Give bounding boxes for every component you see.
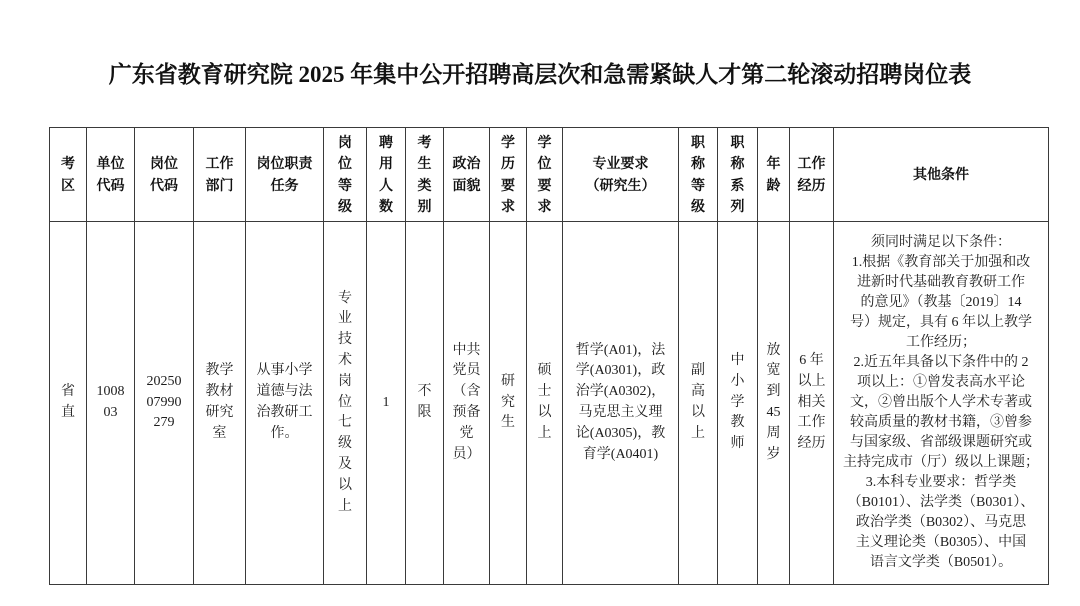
header-label-line: 级 — [691, 198, 705, 214]
header-label-line: 学 — [501, 133, 515, 150]
cell-title-level-text — [679, 361, 717, 444]
cell-exam-area-text — [50, 382, 86, 424]
cell-text-line: 上 — [691, 425, 705, 441]
cell-text-line: 1.根据《教育部关于加强和改 — [851, 255, 1031, 270]
header-post-level — [324, 128, 367, 222]
cell-text-line: 2.近五年具备以下条件中的 2 — [853, 355, 1029, 370]
header-label-line: 生 — [417, 155, 432, 171]
cell-text-line: 七 — [338, 415, 352, 431]
cell-candidate-type-text — [406, 382, 443, 424]
cell-post-level-text — [324, 289, 366, 518]
cell-education — [490, 222, 527, 585]
header-label-line: 位 — [338, 155, 352, 171]
header-label-line: 工作 — [205, 155, 234, 171]
cell-text-line: 限 — [417, 405, 432, 420]
cell-duties — [246, 222, 324, 585]
cell-text-line: 3.本科专业要求：哲学类 — [865, 475, 1017, 490]
header-exam-area — [50, 128, 87, 222]
header-label-line: 经历 — [797, 176, 826, 193]
cell-education-text — [490, 372, 526, 434]
cell-text-line: 哲学(A01)，法 — [575, 342, 666, 358]
cell-text-line: 教学 — [205, 363, 234, 379]
header-label-line: 列 — [730, 198, 745, 214]
header-other-conditions — [834, 128, 1049, 222]
cell-text-line: 级 — [338, 436, 352, 452]
cell-text-line: 道德与法 — [256, 384, 313, 400]
cell-text-line: 员） — [452, 446, 481, 462]
header-age-label — [758, 153, 789, 196]
cell-text-line: 文，②曾出版个人学术专著或 — [850, 395, 1032, 410]
cell-text-line: 经历 — [797, 436, 826, 452]
header-title-level-label — [679, 132, 717, 218]
header-label-line: 级 — [338, 198, 352, 214]
cell-text-line: 中 — [730, 353, 745, 368]
cell-text-line: 03 — [103, 405, 118, 420]
header-education — [490, 128, 527, 222]
header-label-line: 称 — [730, 155, 745, 171]
cell-text-line: 主义理论类（B0305）、中国 — [855, 535, 1027, 550]
cell-text-line: 士 — [537, 384, 552, 400]
cell-text-line: 以上 — [797, 373, 826, 389]
cell-text-line: 研 — [501, 373, 515, 389]
header-label-line: 考 — [61, 155, 75, 171]
cell-text-line: 上 — [338, 498, 352, 514]
header-post-code — [135, 128, 194, 222]
cell-text-line: 政治学类（B0302）、马克思 — [855, 515, 1027, 530]
header-label-line: 称 — [691, 155, 705, 171]
cell-political-status-text — [444, 341, 489, 466]
cell-text-line: 45 — [766, 405, 781, 420]
cell-unit-code-text — [87, 382, 134, 424]
cell-unit-code — [87, 222, 135, 585]
cell-text-line: 论(A0305)，教 — [575, 425, 666, 441]
cell-experience-text — [790, 351, 833, 455]
header-label-line: 工作 — [797, 155, 826, 171]
cell-text-line: 及 — [338, 456, 352, 472]
header-post-code-label — [135, 153, 193, 196]
cell-text-line: 以 — [338, 477, 352, 493]
cell-text-line: 到 — [766, 384, 781, 400]
cell-major — [563, 222, 679, 585]
header-label-line: 政治 — [452, 155, 481, 171]
cell-age-text — [758, 341, 789, 466]
cell-text-line: 20250 — [146, 373, 182, 389]
cell-text-line: 放 — [766, 342, 781, 358]
header-political-status-label — [444, 153, 489, 196]
header-age — [758, 128, 790, 222]
cell-text-line: 位 — [338, 394, 352, 410]
cell-text-line: 与国家级、省部级课题研究或 — [850, 435, 1032, 450]
header-label-line: 等 — [691, 176, 705, 193]
cell-text-line: 育学(A0401) — [582, 446, 659, 462]
header-label-line: 代码 — [150, 176, 178, 193]
cell-department-text — [194, 361, 245, 444]
cell-major-text — [563, 341, 678, 466]
cell-degree-text — [527, 361, 562, 444]
cell-text-line: 号）规定，具有 6 年以上教学 — [850, 315, 1032, 330]
header-post-level-label — [324, 132, 366, 218]
header-label-line: （研究生） — [585, 176, 656, 193]
header-label-line: 要 — [501, 176, 515, 193]
header-education-label — [490, 132, 526, 218]
header-label-line: 年 — [766, 155, 781, 171]
header-label-line: 岗 — [338, 133, 352, 150]
cell-text-line: 须同时满足以下条件： — [871, 235, 1011, 250]
cell-text-line: 主持完成市（厅）级以上课题； — [843, 455, 1039, 470]
header-candidate-type — [406, 128, 444, 222]
cell-text-line: 技 — [338, 332, 352, 348]
cell-text-line: 教材 — [205, 384, 234, 400]
cell-text-line: 语言文学类（B0501）。 — [869, 555, 1013, 570]
header-department — [194, 128, 246, 222]
header-label-line: 考 — [417, 133, 432, 150]
table-row — [50, 222, 1049, 585]
cell-text-line: 岁 — [766, 446, 781, 462]
header-label-line: 聘 — [379, 133, 393, 150]
header-label-line: 职 — [730, 133, 745, 150]
header-political-status — [444, 128, 490, 222]
header-title-series-label — [718, 132, 757, 218]
header-label-line: 等 — [338, 176, 352, 193]
cell-text-line: 专 — [338, 290, 352, 306]
cell-text-line: 术 — [338, 353, 352, 368]
cell-text-line: 硕 — [537, 363, 552, 379]
cell-text-line: 作。 — [270, 425, 299, 441]
cell-text-line: 副 — [691, 363, 705, 379]
header-row — [50, 128, 1049, 222]
cell-text-line: 进新时代基础教育教研工作 — [857, 275, 1025, 290]
cell-experience — [790, 222, 834, 585]
cell-text-line: 工作 — [797, 415, 826, 431]
header-label-line: 代码 — [96, 176, 125, 193]
cell-text-line: 业 — [338, 311, 352, 327]
cell-post-code — [135, 222, 194, 585]
header-unit-code-label — [87, 153, 134, 196]
cell-text-line: 相关 — [797, 394, 826, 410]
cell-text-line: 以 — [537, 405, 552, 420]
cell-title-series-text — [718, 351, 757, 455]
header-degree-label — [527, 132, 562, 218]
cell-hire-count — [367, 222, 406, 585]
cell-text-line: 师 — [730, 436, 745, 452]
header-experience-label — [790, 153, 833, 196]
cell-text-line: 岗 — [338, 373, 352, 389]
header-label-line: 专业要求 — [592, 155, 649, 171]
cell-text-line: 党 — [459, 425, 474, 441]
cell-title-series — [718, 222, 758, 585]
header-label-line: 求 — [501, 198, 515, 214]
header-degree — [527, 128, 563, 222]
cell-text-line: 的意见》（教基〔2019〕14 — [860, 295, 1022, 310]
header-label-line: 要 — [537, 176, 552, 193]
header-label-line: 位 — [537, 155, 552, 171]
header-major — [563, 128, 679, 222]
cell-text-line: 学(A0301)，政 — [575, 363, 666, 379]
cell-department — [194, 222, 246, 585]
header-title-level — [679, 128, 718, 222]
header-duties-label — [246, 153, 323, 196]
cell-text-line: 1 — [382, 394, 390, 410]
cell-text-line: 不 — [417, 384, 432, 400]
header-label-line: 岗位 — [150, 155, 178, 171]
header-candidate-type-label — [406, 132, 443, 218]
cell-text-line: 究 — [501, 394, 515, 410]
cell-text-line: 上 — [537, 425, 552, 441]
cell-text-line: 预备 — [452, 405, 481, 420]
cell-text-line: 较高质量的教材书籍，③曾参 — [850, 415, 1032, 430]
cell-text-line: 省 — [61, 384, 75, 400]
cell-post-level — [324, 222, 367, 585]
cell-exam-area — [50, 222, 87, 585]
cell-text-line: 治学(A0302)， — [575, 384, 666, 400]
header-label-line: 历 — [501, 155, 515, 171]
cell-text-line: （含 — [452, 384, 481, 400]
header-label-line: 别 — [417, 198, 432, 214]
header-label-line: 单位 — [96, 155, 125, 171]
header-label-line: 部门 — [205, 176, 234, 193]
header-label-line: 面貌 — [452, 176, 481, 193]
header-label-line: 系 — [730, 176, 745, 193]
header-major-label — [563, 153, 678, 196]
header-label-line: 龄 — [766, 176, 781, 193]
header-unit-code — [87, 128, 135, 222]
cell-duties-text — [246, 361, 323, 444]
cell-political-status — [444, 222, 490, 585]
cell-text-line: 小 — [730, 373, 745, 389]
header-duties — [246, 128, 324, 222]
cell-text-line: 中共 — [452, 342, 481, 358]
cell-text-line: 从事小学 — [256, 363, 313, 379]
cell-text-line: 279 — [153, 415, 175, 431]
cell-text-line: 生 — [501, 415, 515, 431]
cell-text-line: 07990 — [146, 394, 182, 410]
header-hire-count — [367, 128, 406, 222]
header-department-label — [194, 153, 245, 196]
header-label-line: 数 — [379, 198, 393, 214]
header-label-line: 类 — [417, 176, 432, 193]
document-title: 广东省教育研究院 2025 年集中公开招聘高层次和急需紧缺人才第二轮滚动招聘岗位表 — [108, 62, 972, 87]
cell-text-line: 项以上：①曾发表高水平论 — [857, 375, 1025, 390]
cell-text-line: 教 — [730, 415, 745, 431]
cell-text-line: 学 — [730, 394, 745, 410]
cell-text-line: 治教研工 — [256, 405, 313, 420]
cell-age — [758, 222, 790, 585]
header-label-line: 人 — [379, 176, 393, 193]
header-label-line: 其他条件 — [913, 165, 969, 182]
cell-text-line: 研究 — [205, 405, 234, 420]
cell-text-line: 党员 — [452, 363, 481, 379]
header-label-line: 用 — [379, 155, 393, 171]
header-title-series — [718, 128, 758, 222]
cell-text-line: 周 — [766, 425, 781, 441]
header-label-line: 区 — [61, 176, 75, 193]
cell-text-line: 室 — [212, 425, 227, 441]
cell-text-line: 宽 — [766, 363, 781, 379]
cell-candidate-type — [406, 222, 444, 585]
cell-title-level — [679, 222, 718, 585]
header-exam-area-label — [50, 153, 86, 196]
cell-text-line: 以 — [691, 405, 705, 420]
header-hire-count-label — [367, 132, 405, 218]
header-label-line: 岗位职责 — [256, 155, 313, 171]
cell-degree — [527, 222, 563, 585]
header-label-line: 任务 — [270, 176, 299, 193]
cell-text-line: （B0101）、法学类（B0301）、 — [847, 495, 1035, 510]
cell-text-line: 工作经历； — [906, 335, 976, 350]
cell-post-code-text — [135, 372, 193, 434]
cell-hire-count-text — [367, 393, 405, 414]
recruitment-position-table — [49, 127, 1049, 585]
cell-text-line: 6 年 — [799, 353, 824, 368]
cell-text-line: 马克思主义理 — [578, 405, 663, 420]
cell-other-conditions-text — [834, 233, 1048, 573]
header-experience — [790, 128, 834, 222]
cell-text-line: 直 — [61, 405, 75, 420]
cell-text-line: 1008 — [96, 384, 125, 400]
header-label-line: 职 — [691, 133, 705, 150]
cell-other-conditions — [834, 222, 1049, 585]
header-label-line: 求 — [537, 198, 552, 214]
header-label-line: 学 — [537, 133, 552, 150]
cell-text-line: 高 — [691, 384, 705, 400]
header-other-conditions-label — [834, 164, 1048, 186]
